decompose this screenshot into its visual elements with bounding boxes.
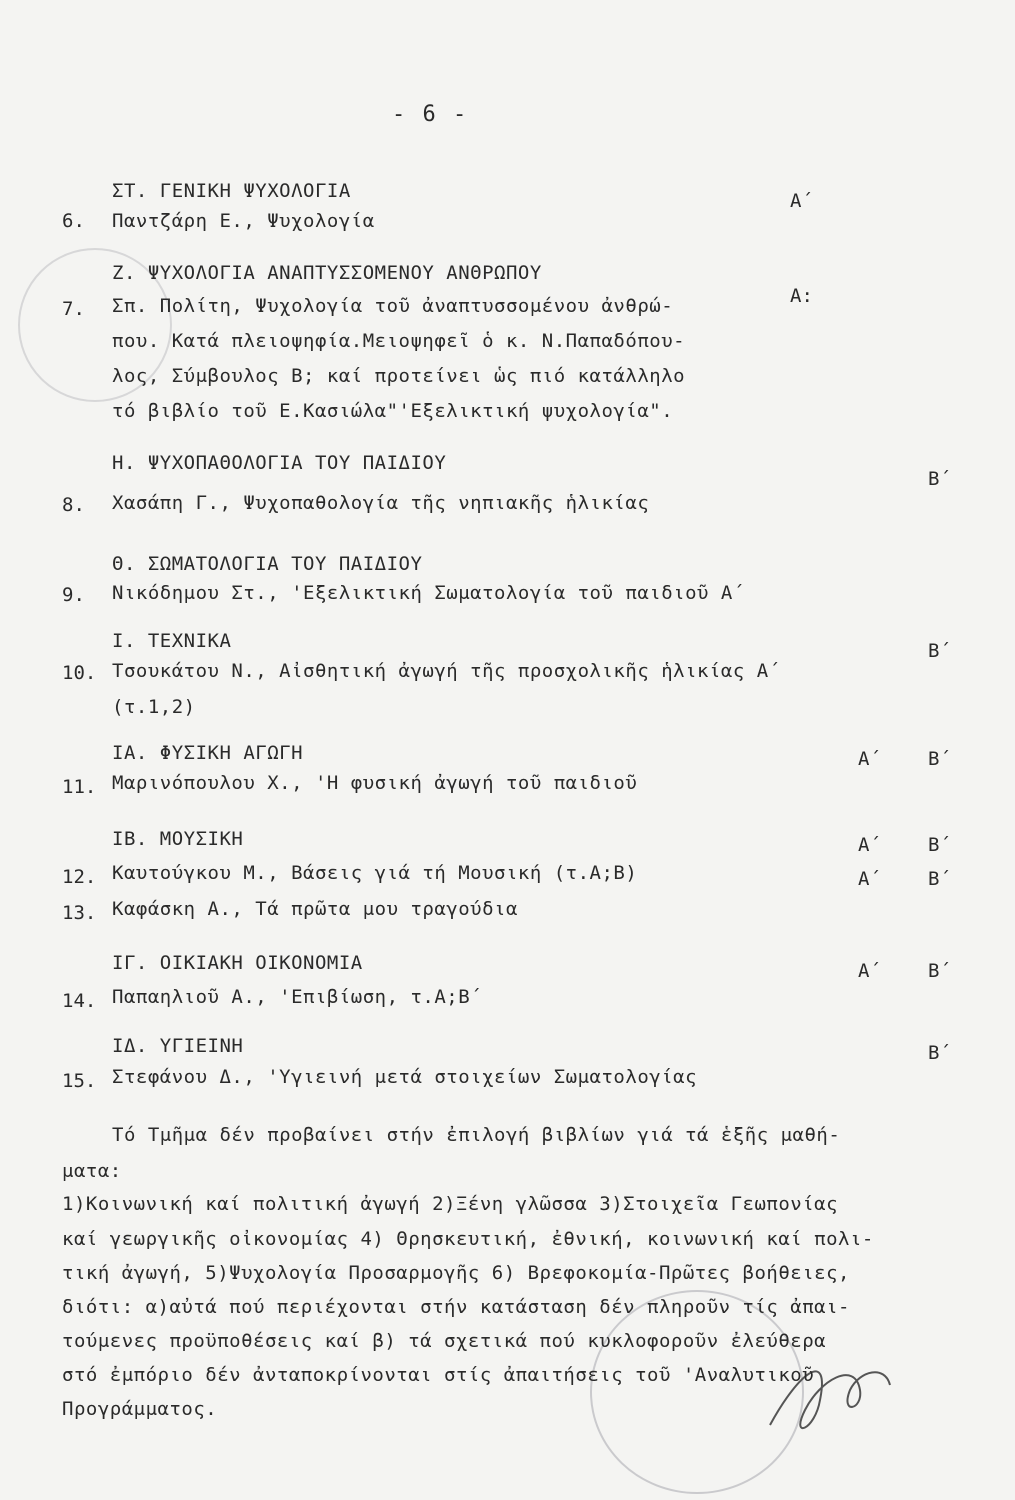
section-heading: ΙΔ. ΥΓΙΕΙΝΗ bbox=[112, 1035, 244, 1057]
grade-b: Β΄ bbox=[928, 868, 951, 890]
section-heading: Ι. ΤΕΧΝΙΚΑ bbox=[112, 630, 232, 652]
paragraph-line: ματα: bbox=[62, 1160, 122, 1182]
paragraph-line: τούμενες προϋποθέσεις καί β) τά σχετικά πού κυκλοφοροῦν ἐλεύθερα bbox=[62, 1330, 827, 1352]
grade-b: Β΄ bbox=[928, 960, 951, 982]
paragraph-line: στό ἐμπόριο δέν ἀνταποκρίνονται στίς ἀπαιτήσεις τοῦ 'Αναλυτικοῦ bbox=[62, 1364, 815, 1386]
entry-text: Παπαηλιοῦ Α., 'Επιβίωση, τ.Α;Β΄ bbox=[112, 986, 483, 1008]
entry-number: 12. bbox=[62, 866, 97, 888]
grade-b: Β΄ bbox=[928, 1042, 951, 1064]
grade-b: Β΄ bbox=[928, 468, 951, 490]
grade-b: Β΄ bbox=[928, 834, 951, 856]
entry-number: 6. bbox=[62, 210, 85, 232]
paragraph-line: καί γεωργικῆς οἰκονομίας 4) Θρησκευτική, ἐθνική, κοινωνική καί πολι- bbox=[62, 1228, 874, 1250]
section-heading: ΙΒ. ΜΟΥΣΙΚΗ bbox=[112, 828, 244, 850]
entry-number: 15. bbox=[62, 1070, 97, 1092]
entry-number: 10. bbox=[62, 662, 97, 684]
entry-text: τό βιβλίο τοῦ Ε.Κασιώλα"'Εξελικτική ψυχολογία". bbox=[112, 400, 674, 422]
section-heading: ΣΤ. ΓΕΝΙΚΗ ΨΥΧΟΛΟΓΙΑ bbox=[112, 180, 351, 202]
grade-a: Α΄ bbox=[858, 868, 881, 890]
grade-b: Β΄ bbox=[928, 748, 951, 770]
section-heading: Η. ΨΥΧΟΠΑΘΟΛΟΓΙΑ ΤΟΥ ΠΑΙΔΙΟΥ bbox=[112, 452, 447, 474]
entry-number: 11. bbox=[62, 776, 97, 798]
paragraph-line: 1)Κοινωνική καί πολιτική ἀγωγή 2)Ξένη γλῶσσα 3)Στοιχεῖα Γεωπονίας bbox=[62, 1193, 839, 1215]
grade-a: Α: bbox=[790, 285, 813, 307]
entry-text: Στεφάνου Δ., 'Υγιεινή μετά στοιχείων Σωματολογίας bbox=[112, 1066, 698, 1088]
paragraph-line: διότι: α)αὐτά πού περιέχονται στήν κατάσταση δέν πληροῦν τίς ἀπαι- bbox=[62, 1296, 850, 1318]
paragraph-line: τική ἀγωγή, 5)Ψυχολογία Προσαρμογῆς 6) Βρεφοκομία-Πρῶτες βοήθειες, bbox=[62, 1262, 850, 1284]
entry-text: Σπ. Πολίτη, Ψυχολογία τοῦ ἀναπτυσσομένου ἀνθρώ- bbox=[112, 295, 674, 317]
entry-number: 7. bbox=[62, 298, 85, 320]
entry-text: (τ.1,2) bbox=[112, 696, 196, 718]
grade-b: Β΄ bbox=[928, 640, 951, 662]
grade-a: Α΄ bbox=[858, 748, 881, 770]
entry-text: Χασάπη Γ., Ψυχοπαθολογία τῆς νηπιακῆς ἡλικίας bbox=[112, 492, 650, 514]
paragraph-line: Προγράμματος. bbox=[62, 1398, 218, 1420]
section-heading: ΙΓ. ΟΙΚΙΑΚΗ ΟΙΚΟΝΟΜΙΑ bbox=[112, 952, 363, 974]
entry-text: λος, Σύμβουλος Β; καί προτείνει ὡς πιό κατάλληλο bbox=[112, 365, 686, 387]
entry-text: Παντζάρη Ε., Ψυχολογία bbox=[112, 210, 375, 232]
section-heading: ΙΑ. ΦΥΣΙΚΗ ΑΓΩΓΗ bbox=[112, 742, 304, 764]
section-heading: Ζ. ΨΥΧΟΛΟΓΙΑ ΑΝΑΠΤΥΣΣΟΜΕΝΟΥ ΑΝΘΡΩΠΟΥ bbox=[112, 262, 542, 284]
grade-a: Α΄ bbox=[858, 960, 881, 982]
entry-number: 13. bbox=[62, 902, 97, 924]
entry-text: Μαρινόπουλου Χ., 'Η φυσική ἀγωγή τοῦ παιδιοῦ bbox=[112, 772, 638, 794]
entry-text: Καφάσκη Α., Τά πρῶτα μου τραγούδια bbox=[112, 898, 518, 920]
entry-number: 14. bbox=[62, 990, 97, 1012]
entry-text: Νικόδημου Στ., 'Εξελικτική Σωματολογία τοῦ παιδιοῦ Α΄ bbox=[112, 582, 745, 604]
grade-a: Α΄ bbox=[858, 834, 881, 856]
entry-text: Καυτούγκου Μ., Βάσεις γιά τή Μουσική (τ.Α;Β) bbox=[112, 862, 638, 884]
grade-a: Α΄ bbox=[790, 190, 813, 212]
entry-text: που. Κατά πλειοψηφία.Μειοψηφεῖ ὁ κ. Ν.Παπαδόπου- bbox=[112, 330, 686, 352]
entry-number: 8. bbox=[62, 494, 85, 516]
paragraph-line: Τό Τμῆμα δέν προβαίνει στήν ἐπιλογή βιβλίων γιά τά ἑξῆς μαθή- bbox=[112, 1124, 841, 1146]
entry-text: Τσουκάτου Ν., Αἰσθητική ἀγωγή τῆς προσχολικῆς ἡλικίας Α΄ bbox=[112, 660, 781, 682]
page-number: - 6 - bbox=[392, 102, 469, 127]
section-heading: Θ. ΣΩΜΑΤΟΛΟΓΙΑ ΤΟΥ ΠΑΙΔΙΟΥ bbox=[112, 553, 423, 575]
entry-number: 9. bbox=[62, 584, 85, 606]
